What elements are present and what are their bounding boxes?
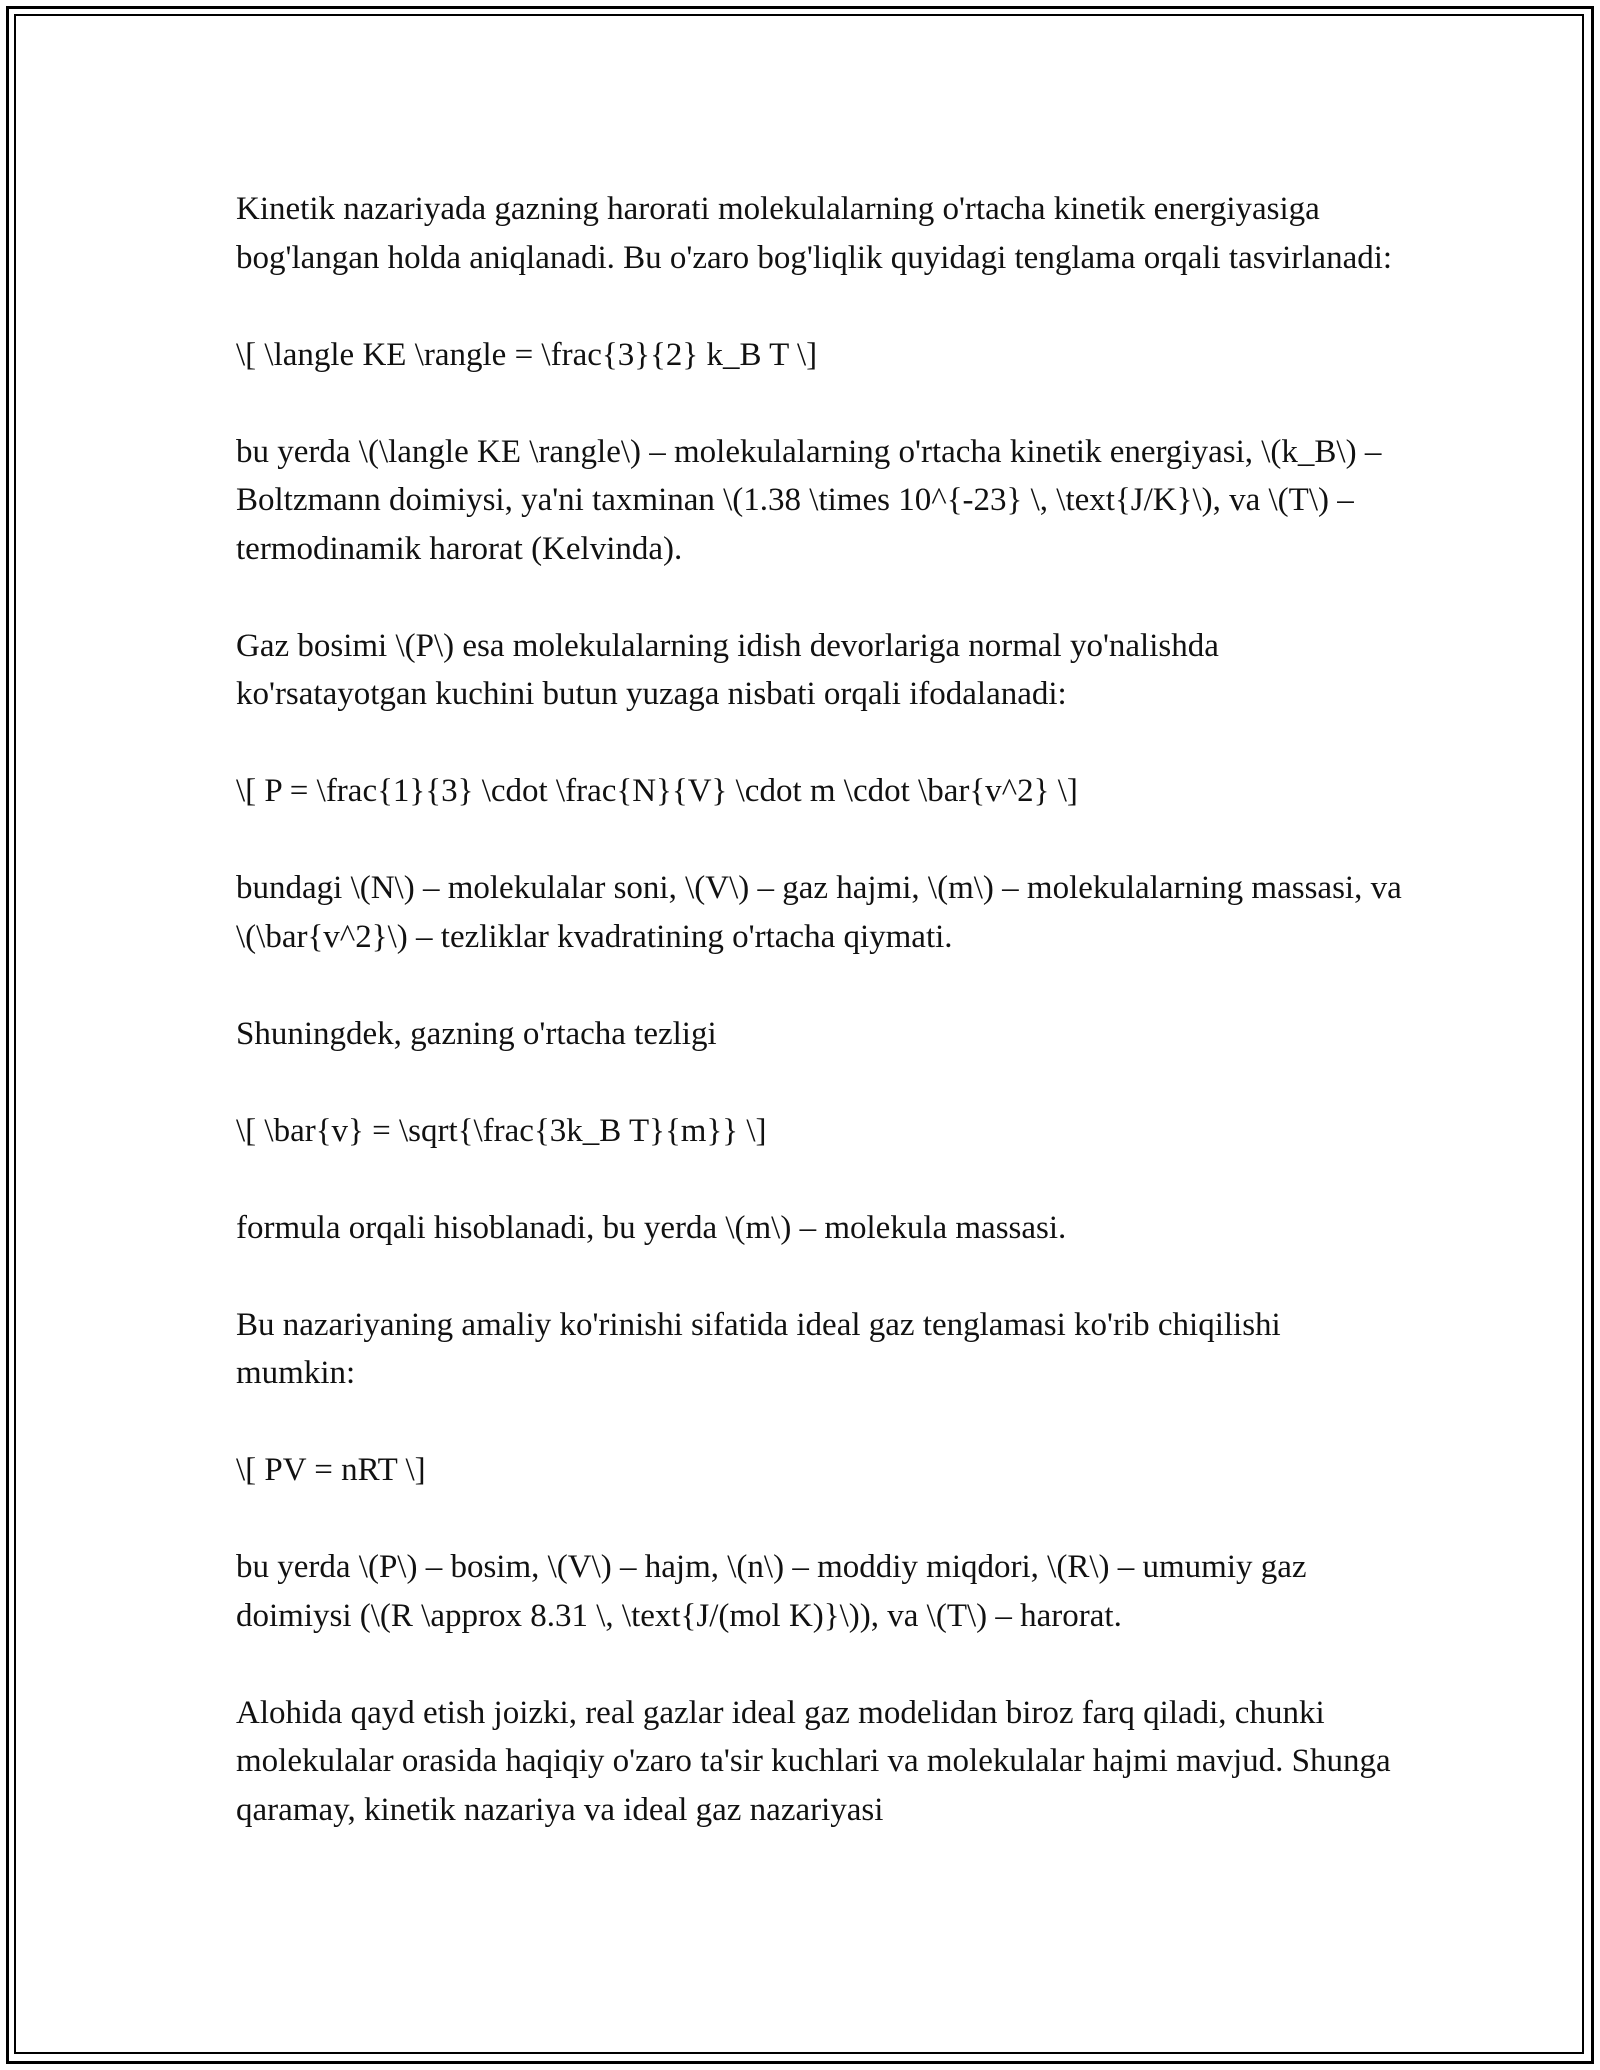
- paragraph-ideal-gas-intro: Bu nazariyaning amaliy ko'rinishi sifatida ideal gaz tenglamasi ko'rib chiqilishi mumkin:: [236, 1306, 1289, 1391]
- paragraph-ke-definitions: bu yerda \(\langle KE \rangle\) – molekulalarning o'rtacha kinetik energiyasi, \(k_B\) – Boltzmann doimiysi, ya'ni taxminan \(1.38 \times 10^{-23} \, \text{J/K}\), va \(T\) – termodinamik harorat (Kelvinda).: [236, 433, 1390, 567]
- equation-ideal-gas: \[ PV = nRT \]: [236, 1452, 426, 1488]
- paragraph-ideal-gas-definitions: bu yerda \(P\) – bosim, \(V\) – hajm, \(n\) – moddiy miqdori, \(R\) – umumiy gaz doimiysi (\(R \approx 8.31 \, \text{J/(mol K)}\)), va \(T\) – harorat.: [236, 1549, 1315, 1634]
- equation-pressure: \[ P = \frac{1}{3} \cdot \frac{N}{V} \cdot m \cdot \bar{v^2} \]: [236, 773, 1078, 809]
- document-body: [236, 185, 1410, 1883]
- paragraph-pressure-definitions: bundagi \(N\) – molekulalar soni, \(V\) – gaz hajmi, \(m\) – molekulalarning massasi, va \(\bar{v^2}\) – tezliklar kvadratining o'rtacha qiymati.: [236, 870, 1410, 955]
- paragraph-speed-definitions: formula orqali hisoblanadi, bu yerda \(m\) – molekula massasi.: [236, 1209, 1067, 1246]
- paragraph-pressure-intro: Gaz bosimi \(P\) esa molekulalarning idish devorlariga normal yo'nalishda ko'rsatayotgan kuchini butun yuzaga nisbati orqali ifodalanadi:: [236, 627, 1228, 712]
- equation-kinetic-energy: \[ \langle KE \rangle = \frac{3}{2} k_B T \]: [236, 336, 818, 373]
- paragraph-speed-intro: Shuningdek, gazning o'rtacha tezligi: [236, 1015, 717, 1052]
- paragraph-intro: Kinetik nazariyada gazning harorati molekulalarning o'rtacha kinetik energiyasiga bog'langan holda aniqlanadi. Bu o'zaro bog'liqlik quyidagi tenglama orqali tasvirlanadi:: [236, 191, 1393, 276]
- paragraph-real-gases: Alohida qayd etish joizki, real gazlar ideal gaz modelidan biroz farq qiladi, chunki molekulalar orasida haqiqiy o'zaro ta'sir kuchlari va molekulalar hajmi mavjud. Shunga qaramay, kinetik nazariya va ideal gaz nazariyasi: [236, 1694, 1399, 1828]
- equation-mean-speed: \[ \bar{v} = \sqrt{\frac{3k_B T}{m}} \]: [236, 1112, 767, 1149]
